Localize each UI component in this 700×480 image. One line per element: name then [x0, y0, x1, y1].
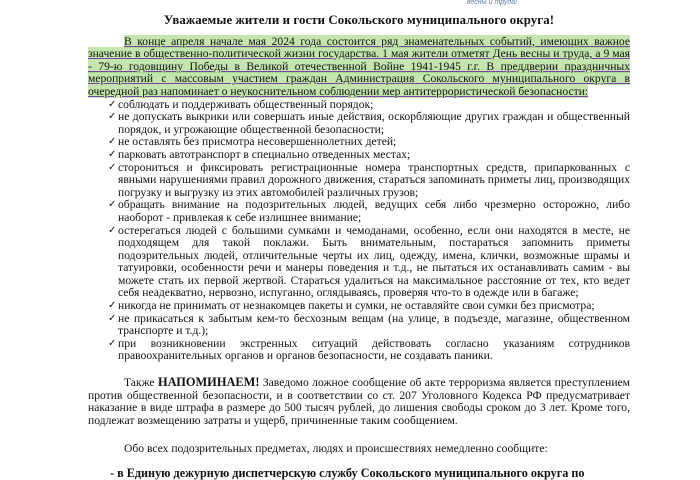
safety-rules-list — [88, 99, 630, 363]
checkmark-icon: ✓ — [108, 161, 117, 173]
list-item: ✓ парковать автотранспорт в специально отведенных местах; — [108, 147, 411, 161]
checkmark-icon: ✓ — [108, 224, 117, 236]
list-item: ✓ при возникновении экстренных ситуаций действовать согласно указаниям сотрудников правоохранительных органов и органов безопасности, не создавать паники. — [108, 336, 630, 363]
list-item: ✓ никогда не принимать от незнакомцев пакеты и сумки, не оставляйте свои сумки без присмотра; — [108, 299, 595, 313]
list-item: ✓ остерегаться людей с большими сумками и чемоданами, особенно, если они находятся в месте, не подходящем для такой поклажи. Быть внимательным, постараться запомнить приметы подозрительных людей, отличительные черты их лиц, одежду, имена, клички, возможные шрамы и татуировки, особенности речи и манеры поведения и т.д., не пытаться их останавливать самим - вы можете стать их первой жертвой. Стараться удалиться на максимальное расстояние от тех, кто ведет себя неадекватно, нервозно, испуганно, оглядываясь, проверяя что-то в одежде или в багаже; — [108, 223, 630, 300]
dispatch-service-line: - в Единую дежурную диспетчерскую службу Сокольского муниципального округа по — [110, 466, 585, 480]
list-item: ✓ соблюдать и поддерживать общественный порядок; — [108, 97, 374, 111]
reminder-paragraph: Также НАПОМИНАЕМ! Заведомо ложное сообщение об акте терроризма является преступлением против общественной безопасности, и в соответствии со ст. 207 Уголовного Кодекса РФ предусматривает наказание в виде штрафа в размере до 500 тысяч рублей, до лишения свободы сроком до 3 лет. Кроме того, подлежат возмещению затраты и ущерб, причиненные таким сообщением. — [88, 375, 631, 427]
checkmark-icon: ✓ — [108, 312, 117, 324]
document-page — [88, 10, 630, 480]
list-item: ✓ не оставлять без присмотра несовершеннолетних детей; — [108, 135, 397, 149]
intro-paragraph — [88, 36, 630, 99]
checkmark-icon: ✓ — [108, 111, 117, 123]
list-item: ✓ не допускать выкрики или совершать иные действия, оскорбляющие других граждан и общественный порядок, и угрожающие общественной безопасности; — [108, 110, 630, 136]
checkmark-icon: ✓ — [108, 199, 117, 211]
highlighted-text: В конце апреля начале мая 2024 года состоится ряд знаменательных событий, имеющих важное значение в общественно-политической жизни государства. 1 мая жители отметят День весны и труда, а 9 мая - 79-ю годовщину Победы в Великой отечественной Войне 1941-1945 г.г. В преддверии праздничных мероприятий с массовым участием граждан Администрация Сокольского муниципального округа в очередной раз напоминает о неукоснительном соблюдении мер антитеррористической безопасности: — [88, 34, 630, 98]
checkmark-icon: ✓ — [108, 300, 117, 312]
report-line: Обо всех подозрительных предметах, людях и происшествиях немедленно сообщите: — [124, 442, 548, 456]
checkmark-icon: ✓ — [108, 136, 117, 148]
header-tag: весны и труда! — [466, 0, 518, 6]
checkmark-icon: ✓ — [108, 98, 117, 110]
reminder-emphasis: НАПОМИНАЕМ! — [157, 375, 260, 390]
checkmark-icon: ✓ — [108, 148, 117, 160]
list-item: ✓ сторониться и фиксировать регистрационные номера транспортных средств, припаркованных с явными нарушениями правил дорожного движения, стараться запоминать приметы лиц, производящих погрузку и выгрузку из этих автомобилей различных грузов; — [108, 160, 630, 199]
checkmark-icon: ✓ — [108, 337, 117, 349]
document-title: Уважаемые жители и гости Сокольского муниципального округа! — [163, 13, 555, 27]
list-item: ✓ не прикасаться к забытым кем-то бесхозным вещам (на улице, в подъезде, магазине, общественном транспорте и т.д.); — [108, 311, 630, 338]
list-item: ✓ обращать внимание на подозрительных людей, ведущих себя либо чрезмерно осторожно, либо наоборот - привлекая к себе излишнее внимание; — [108, 198, 630, 224]
